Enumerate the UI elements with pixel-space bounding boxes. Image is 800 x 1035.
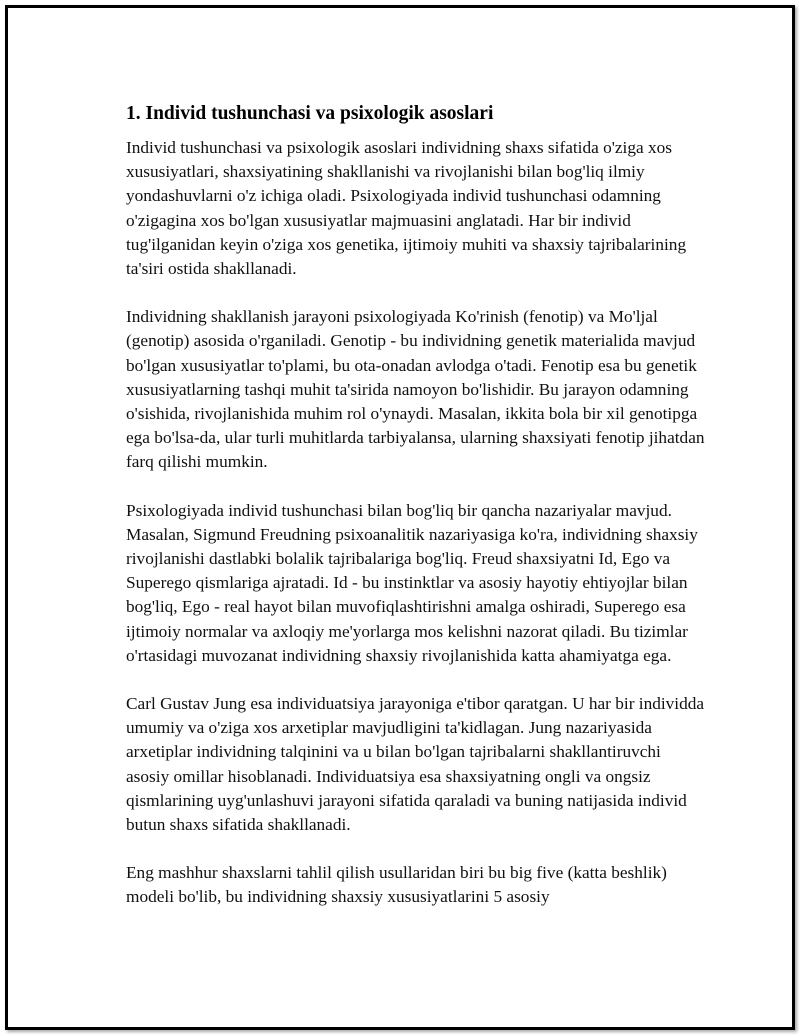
- paragraph-jung-theory: Carl Gustav Jung esa individuatsiya jarayoniga e'tibor qaratgan. U har bir individda umumiy va o'ziga xos arxetiplar mavjudligini ta'kidlagan. Jung nazariyasida arxetiplar individning talqinini va u bilan bo'lgan tajribalarni shakllantiruvchi asosiy omillar hisoblanadi. Individuatsiya esa shaxsiyatning ongli va ongsiz qismlarining uyg'unlashuvi jarayoni sifatida qaraladi va buning natijasida individ butun shaxs sifatida shakllanadi.: [126, 694, 705, 835]
- paragraph-individ-concept: Individ tushunchasi va psixologik asoslari individning shaxs sifatida o'ziga xos xususiyatlari, shaxsiyatining shakllanishi va rivojlanishi bilan bog'liq ilmiy yondashuvlarni o'z ichiga oladi. Psixologiyada individ tushunchasi odamning o'zigagina xos bo'lgan xususiyatlar majmuasini anglatadi. Har bir individ tug'ilganidan keyin o'ziga xos genetika, ijtimoiy muhiti va shaxsiy tajribalarining ta'siri ostida shakllanadi.: [126, 138, 687, 279]
- section-heading: 1. Individ tushunchasi va psixologik asoslari: [126, 103, 494, 124]
- document-page: [5, 5, 795, 1030]
- paragraph-genotype-phenotype: Individning shakllanish jarayoni psixologiyada Ko'rinish (fenotip) va Mo'ljal (genotip) asosida o'rganiladi. Genotip - bu individning genetik materialida mavjud bo'lgan xususiyatlar to'plami, bu ota-onadan avlodga o'tadi. Fenotip esa bu genetik xususiyatlarning tashqi muhit ta'sirida namoyon bo'lishidir. Bu jarayon odamning o'sishida, rivojlanishida muhim rol o'ynaydi. Masalan, ikkita bola bir xil genotipga ega bo'lsa-da, ular turli muhitlarda tarbiyalansa, ularning shaxsiyati fenotip jihatdan farq qilishi mumkin.: [126, 307, 705, 472]
- document-body: [126, 100, 706, 934]
- paragraph-big-five: Eng mashhur shaxslarni tahlil qilish usullaridan biri bu big five (katta beshlik) modeli bo'lib, bu individning shaxsiy xususiyatlarini 5 asosiy: [126, 863, 667, 907]
- paragraph-freud-theory: Psixologiyada individ tushunchasi bilan bog'liq bir qancha nazariyalar mavjud. Masalan, Sigmund Freudning psixoanalitik nazariyasiga ko'ra, individning shaxsiy rivojlanishi dastlabki bolalik tajribalariga bog'liq. Freud shaxsiyatni Id, Ego va Superego qismlariga ajratadi. Id - bu instinktlar va asosiy hayotiy ehtiyojlar bilan bog'liq, Ego - real hayot bilan muvofiqlashtirishni amalga oshiradi, Superego esa ijtimoiy normalar va axloqiy me'yorlarga mos kelishni nazorat qiladi. Bu tizimlar o'rtasidagi muvozanat individning shaxsiy rivojlanishida katta ahamiyatga ega.: [126, 500, 698, 665]
